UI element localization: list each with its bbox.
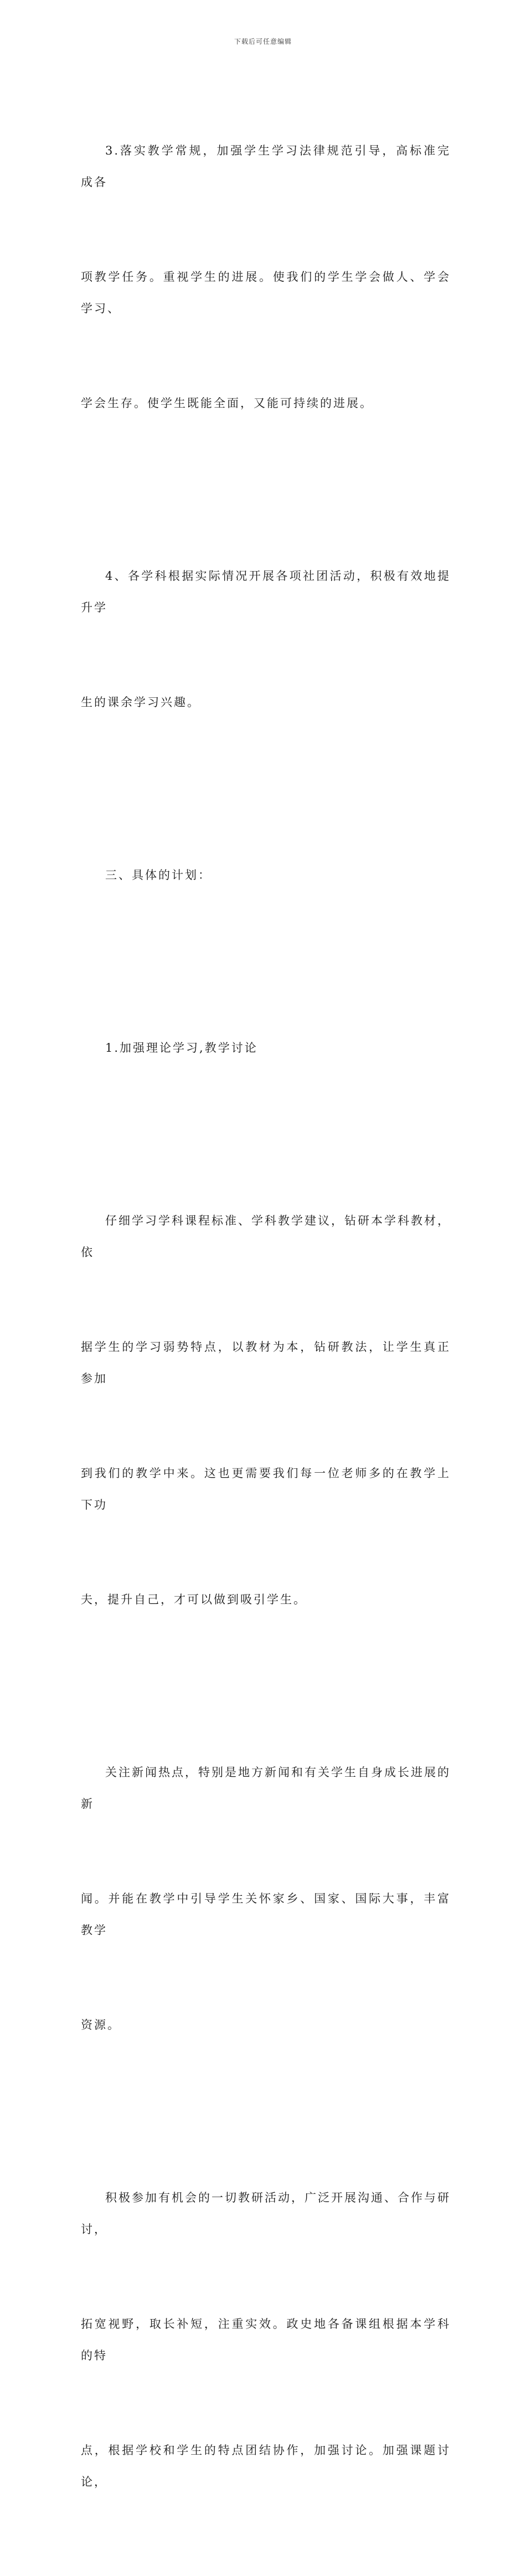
subheading: 1.加强理论学习,教学讨论 — [105, 1041, 258, 1055]
paragraph-line: 资源。 — [81, 2018, 121, 2032]
paragraph-line: 闻。并能在教学中引导学生关怀家乡、国家、国际大事，丰富教学 — [81, 1892, 451, 1937]
paragraph-line: 生的课余学习兴趣。 — [81, 696, 200, 709]
document-body — [81, 72, 451, 2576]
section-heading-plan — [81, 796, 451, 954]
paragraph-line: 点，根据学校和学生的特点团结协作，加强讨论。加强课题讨论， — [81, 2444, 451, 2488]
paragraph-line: 到我们的教学中来。这也更需要我们每一位老师多的在教学上下功 — [81, 1467, 451, 1511]
paragraph-line: 项教学任务。重视学生的进展。使我们的学生学会做人、学会学习、 — [81, 270, 451, 315]
paragraph-line: 3.落实教学常规，加强学生学习法律规范引导，高标准完成各 — [81, 144, 451, 189]
paragraph-news-focus — [81, 1694, 451, 2104]
section-heading: 三、具体的计划： — [105, 868, 212, 882]
paragraph-line: 据学生的学习弱势特点，以教材为本，钻研教法，让学生真正参加 — [81, 1340, 451, 1385]
paragraph-research-activities — [81, 2119, 451, 2561]
paragraph-club-activities — [81, 497, 451, 781]
paragraph-line: 积极参加有机会的一切教研活动，广泛开展沟通、合作与研讨， — [81, 2191, 451, 2236]
paragraph-line: 仔细学习学科课程标准、学科教学建议，钻研本学科教材，依 — [81, 1214, 451, 1259]
paragraph-line: 4、各学科根据实际情况开展各项社团活动，积极有效地提升学 — [81, 569, 451, 614]
paragraph-line: 夫，提升自己，才可以做到吸引学生。 — [81, 1593, 307, 1606]
paragraph-line: 关注新闻热点，特别是地方新闻和有关学生自身成长进展的新 — [81, 1766, 451, 1811]
page-header-note: 下载后可任意编辑 — [234, 38, 292, 45]
subheading-theory-study — [81, 969, 451, 1127]
paragraph-line: 学会生存。使学生既能全面，又能可持续的进展。 — [81, 397, 373, 410]
paragraph-line: 拓宽视野，取长补短，注重实效。政史地各备课组根据本学科的特 — [81, 2317, 451, 2362]
paragraph-teaching-routine — [81, 72, 451, 482]
paragraph-curriculum-study — [81, 1142, 451, 1679]
